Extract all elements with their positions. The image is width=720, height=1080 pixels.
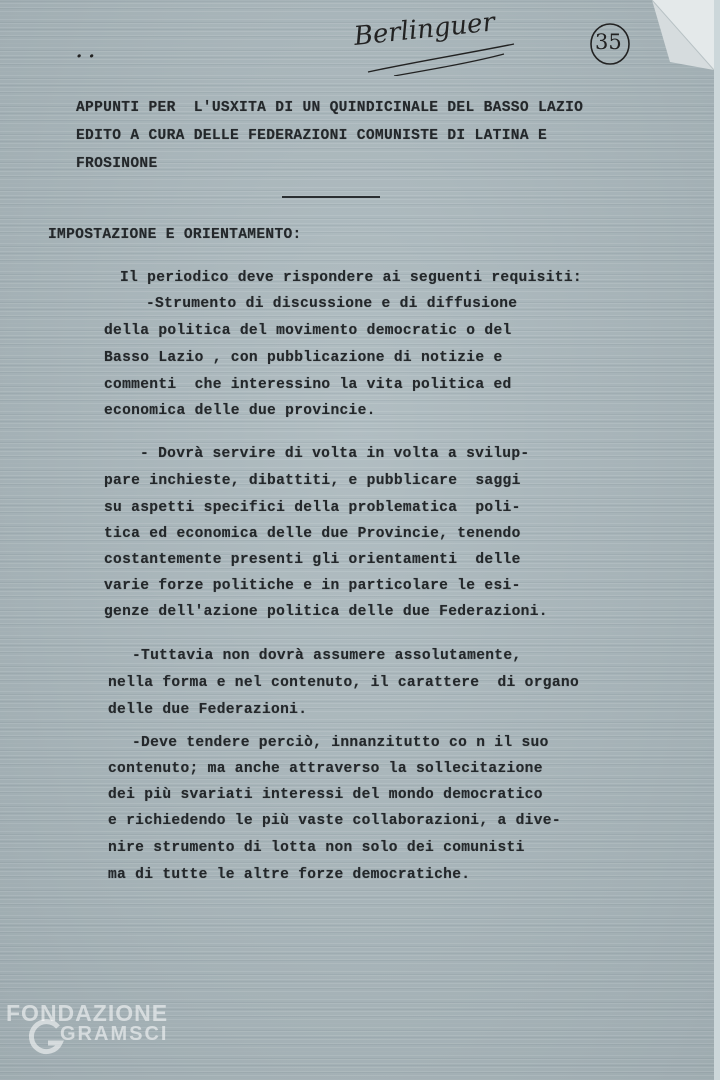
paragraph-3-line: delle due Federazioni. xyxy=(108,702,308,718)
paragraph-1-line: Basso Lazio , con pubblicazione di notizie e xyxy=(104,350,503,366)
separator-line xyxy=(282,196,380,198)
paragraph-2-line: costantemente presenti gli orientamenti delle xyxy=(104,552,521,568)
paragraph-4-line: -Deve tendere perciò, innanzitutto co n il suo xyxy=(132,735,549,751)
paragraph-2-line: genze dell'azione politica delle due Federazioni. xyxy=(104,604,548,620)
paragraph-1-line: -Strumento di discussione e di diffusione xyxy=(146,296,518,312)
paragraph-2-line: pare inchieste, dibattiti, e pubblicare saggi xyxy=(104,473,521,489)
intro-line: Il periodico deve rispondere ai seguenti requisiti: xyxy=(120,270,582,286)
paragraph-1-line: economica delle due provincie. xyxy=(104,403,376,419)
folded-corner xyxy=(652,0,714,70)
title-line-2: EDITO A CURA DELLE FEDERAZIONI COMUNISTE DI LATINA E xyxy=(76,128,547,144)
paragraph-4-line: contenuto; ma anche attraverso la sollecitazione xyxy=(108,761,543,777)
paragraph-2-line: varie forze politiche e in particolare le esi- xyxy=(104,578,521,594)
handwritten-signature: Berlinguer xyxy=(354,14,524,76)
paragraph-3-line: -Tuttavia non dovrà assumere assolutamente, xyxy=(132,648,522,664)
paragraph-2-line: su aspetti specifici della problematica poli- xyxy=(104,500,521,516)
gramsci-logo-icon xyxy=(26,1017,66,1057)
paragraph-2-line: tica ed economica delle due Provincie, tenendo xyxy=(104,526,521,542)
paragraph-4-line: nire strumento di lotta non solo dei comunisti xyxy=(108,840,525,856)
paragraph-1-line: della politica del movimento democratic o del xyxy=(104,323,512,339)
section-heading: IMPOSTAZIONE E ORIENTAMENTO: xyxy=(48,227,302,243)
fondazione-gramsci-watermark: FONDAZIONE GRAMSCI xyxy=(6,1000,168,1046)
page-number: 35 xyxy=(595,30,622,54)
paragraph-4-line: dei più svariati interessi del mondo democratico xyxy=(108,787,543,803)
paragraph-4-line: ma di tutte le altre forze democratiche. xyxy=(108,867,471,883)
title-line-1: APPUNTI PER L'USXITA DI UN QUINDICINALE DEL BASSO LAZIO xyxy=(76,100,584,116)
paragraph-4-line: e richiedendo le più vaste collaborazioni, a dive- xyxy=(108,813,561,829)
dots-mark: · · xyxy=(76,46,95,67)
paragraph-3-line: nella forma e nel contenuto, il carattere di organo xyxy=(108,675,579,691)
paragraph-1-line: commenti che interessino la vita politica ed xyxy=(104,377,512,393)
paragraph-2-line: - Dovrà servire di volta in volta a svilup- xyxy=(140,446,530,462)
title-line-3: FROSINONE xyxy=(76,156,158,172)
page-number-circle xyxy=(588,22,632,66)
